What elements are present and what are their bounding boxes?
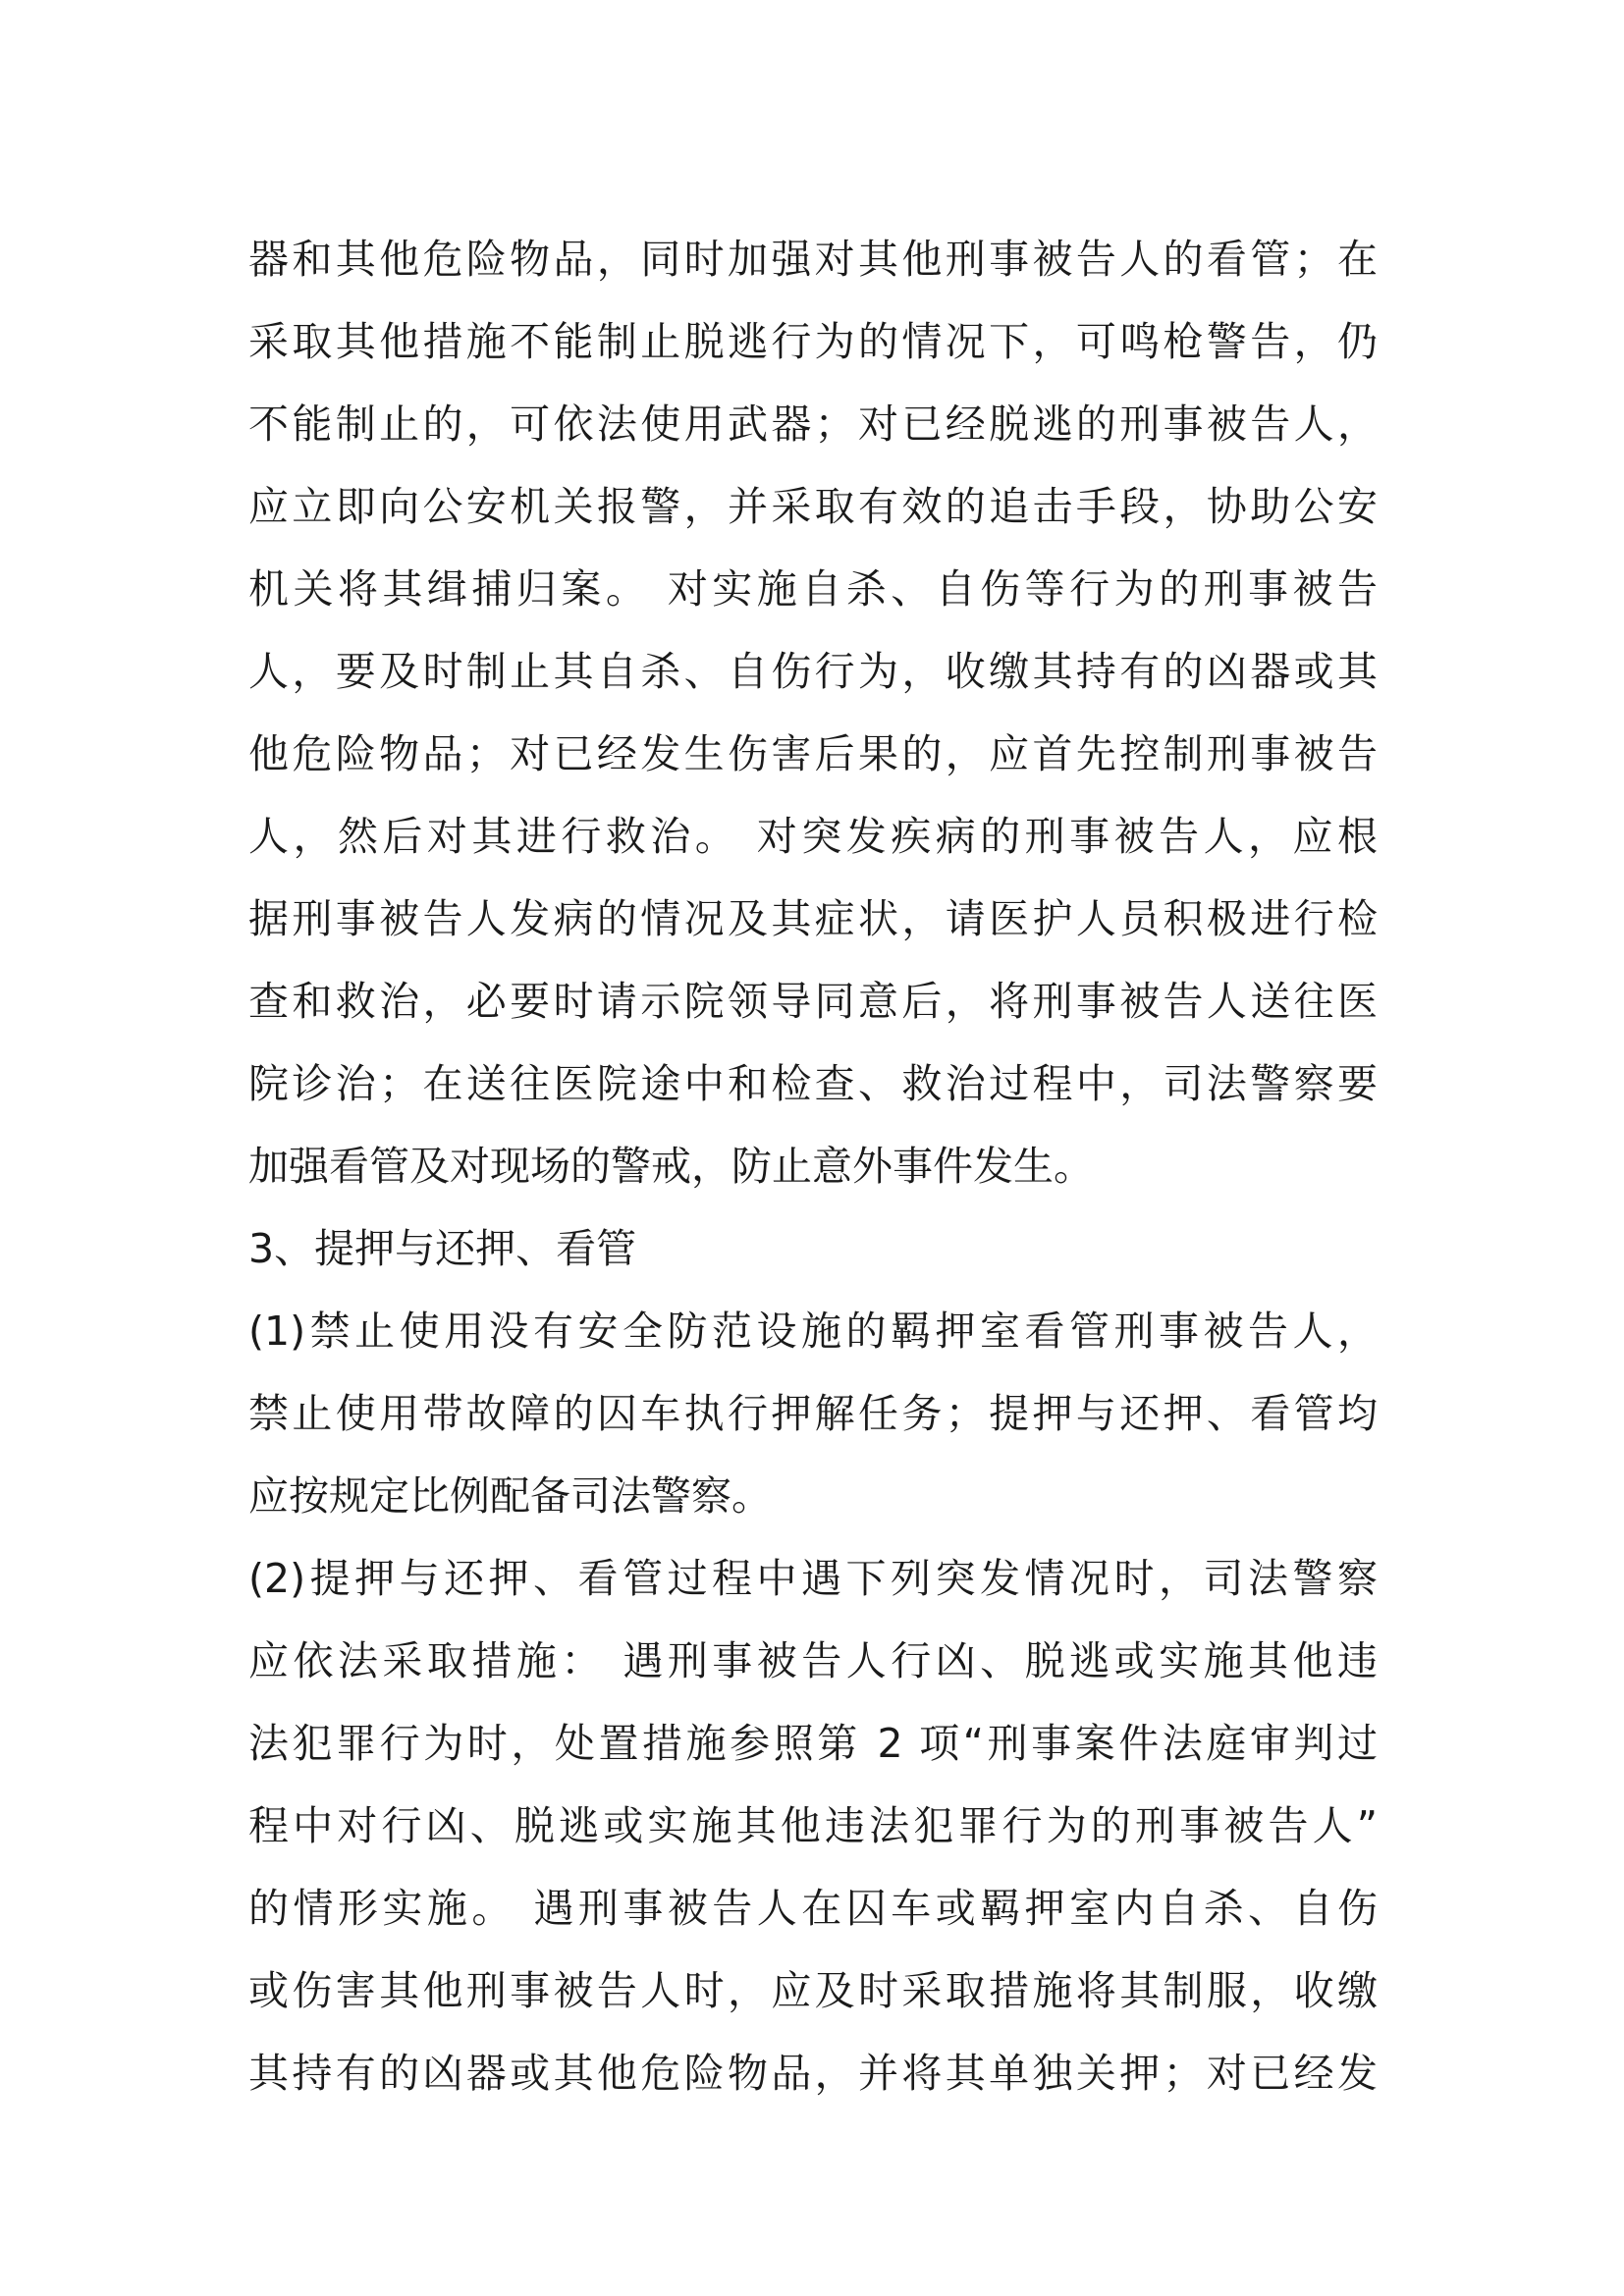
text-line: 加强看管及对现场的警戒，防止意外事件发生。 xyxy=(248,1143,1094,1190)
text-line: 其持有的凶器或其他危险物品，并将其单独关押；对已经发 xyxy=(248,2050,1378,2097)
text-line: 机关将其缉捕归案。 对实施自杀、自伤等行为的刑事被告 xyxy=(248,565,1378,613)
text-line: 应立即向公安机关报警，并采取有效的追击手段，协助公安 xyxy=(248,483,1378,530)
section-heading: 3、提押与还押、看管 xyxy=(248,1225,637,1272)
text-line: 应依法采取措施： 遇刑事被告人行凶、脱逃或实施其他违 xyxy=(248,1637,1378,1684)
text-line: 器和其他危险物品，同时加强对其他刑事被告人的看管；在 xyxy=(248,236,1378,283)
text-line: 院诊治；在送往医院途中和检查、救治过程中，司法警察要 xyxy=(248,1060,1378,1107)
text-line: 他危险物品；对已经发生伤害后果的，应首先控制刑事被告 xyxy=(248,730,1378,777)
text-line: 据刑事被告人发病的情况及其症状，请医护人员积极进行检 xyxy=(248,895,1378,942)
text-line: 的情形实施。 遇刑事被告人在囚车或羁押室内自杀、自伤 xyxy=(248,1885,1378,1932)
text-line: 采取其他措施不能制止脱逃行为的情况下，可鸣枪警告，仍 xyxy=(248,318,1378,365)
text-line: 程中对行凶、脱逃或实施其他违法犯罪行为的刑事被告人” xyxy=(248,1802,1378,1849)
text-line: 或伤害其他刑事被告人时，应及时采取措施将其制服，收缴 xyxy=(248,1967,1378,2014)
text-line: 法犯罪行为时，处置措施参照第 2 项“刑事案件法庭审判过 xyxy=(248,1720,1378,1767)
text-line: 人，然后对其进行救治。 对突发疾病的刑事被告人，应根 xyxy=(248,813,1378,860)
text-line: 查和救治，必要时请示院领导同意后，将刑事被告人送往医 xyxy=(248,978,1378,1025)
text-line: (2)提押与还押、看管过程中遇下列突发情况时，司法警察 xyxy=(248,1555,1378,1602)
text-line: 应按规定比例配备司法警察。 xyxy=(248,1472,772,1520)
text-line: (1)禁止使用没有安全防范设施的羁押室看管刑事被告人， xyxy=(248,1308,1378,1355)
text-line: 人，要及时制止其自杀、自伤行为，收缴其持有的凶器或其 xyxy=(248,648,1378,695)
text-line: 不能制止的，可依法使用武器；对已经脱逃的刑事被告人， xyxy=(248,400,1378,448)
body-text xyxy=(248,218,1378,2114)
text-line: 禁止使用带故障的囚车执行押解任务；提押与还押、看管均 xyxy=(248,1390,1378,1437)
